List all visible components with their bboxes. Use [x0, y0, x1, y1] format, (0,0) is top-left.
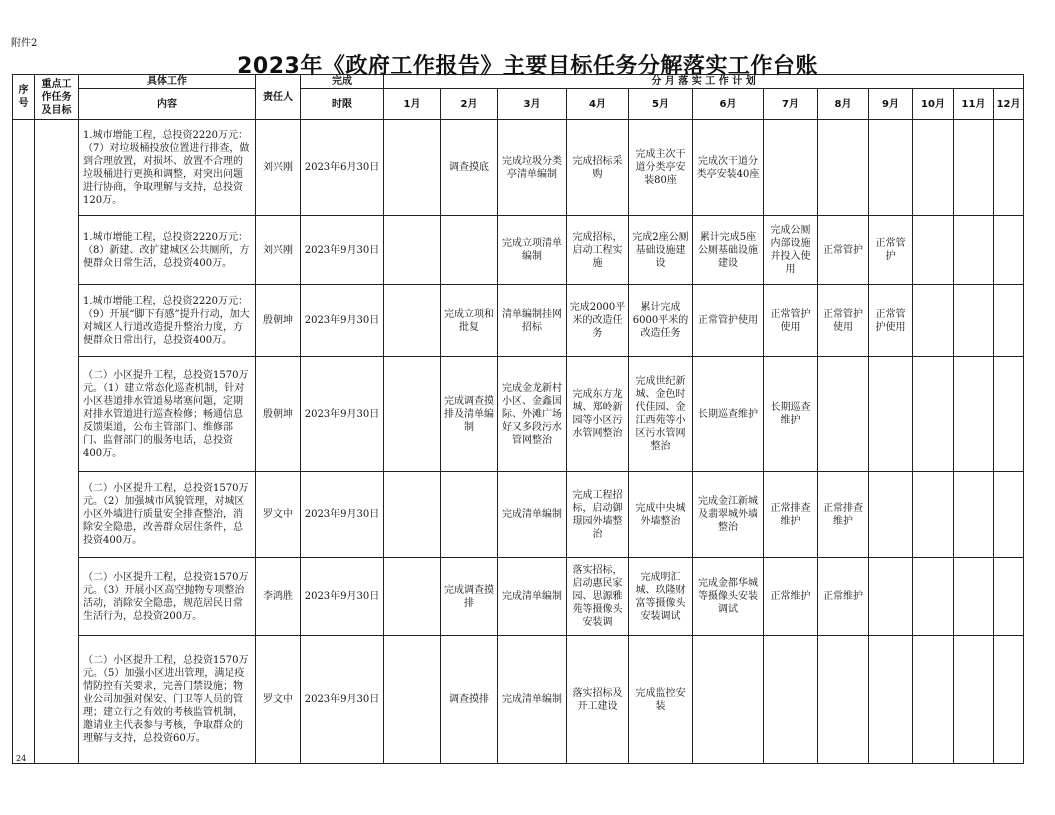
month-cell — [869, 120, 913, 216]
month-cell-text: 完成2座公厕基础设施建设 — [632, 231, 689, 269]
month-cell-text: 正常排查维护 — [770, 502, 811, 527]
month-cell-text: 完成世纪新城、金色时代佳园、金江西苑等小区污水管网整治 — [635, 376, 686, 452]
month-cell — [954, 558, 994, 636]
month-cell-text: 正常排查维护 — [823, 502, 863, 527]
month-cell — [764, 636, 818, 764]
task-ledger-table — [12, 74, 1024, 764]
month-cell-text: 落实招标及开工建设 — [572, 687, 623, 712]
content-cell-text: （二）小区提升工程，总投资1570万元。（1）建立常态化巡查机制，针对小区巷道排水管道易堵塞问题，定期对排水管道进行巡查检修；畅通信息反馈渠道，公布主管部门、维修部门、监督部门的服务电话，总投资400万。 — [83, 369, 249, 459]
month-cell — [384, 120, 441, 216]
month-cell — [441, 636, 498, 764]
owner-cell-text: 刘兴刚 — [263, 244, 293, 256]
month-cell — [384, 285, 441, 357]
month-cell — [693, 636, 764, 764]
month-cell-text: 完成垃圾分类亭清单编制 — [502, 155, 562, 180]
content-cell — [79, 636, 256, 764]
month-cell-text: 长期巡查维护 — [698, 408, 758, 420]
header-month: 9月 — [869, 89, 913, 120]
page-number: 24 — [16, 754, 27, 763]
content-cell-text: （二）小区提升工程，总投资1570万元。（5）加强小区进出管理，满足疫情防控有关要求，完善门禁设施；物业公司加强对保安、门卫等人员的管理；建立行之有效的考核监管机制，邀请业主代表参与考核，争取群众的理解与支持，总投资60万。 — [83, 655, 249, 744]
content-cell — [79, 285, 256, 357]
month-cell — [818, 120, 869, 216]
month-cell — [567, 285, 629, 357]
month-cell — [629, 472, 693, 558]
deadline-cell — [301, 285, 384, 357]
month-cell — [441, 120, 498, 216]
month-cell-text: 完成次干道分类亭安装40座 — [696, 155, 760, 180]
month-cell — [994, 357, 1024, 472]
month-cell — [913, 120, 954, 216]
header-specific-work: 具体工作 — [79, 75, 256, 89]
table-row — [13, 636, 1024, 764]
month-cell — [693, 216, 764, 285]
attachment-label: 附件2 — [11, 38, 38, 49]
month-cell-text: 完成中央城外墙整治 — [635, 502, 686, 527]
month-cell — [869, 636, 913, 764]
deadline-cell — [301, 120, 384, 216]
month-cell — [818, 216, 869, 285]
deadline-cell-text: 2023年9月30日 — [304, 315, 380, 326]
table-row — [13, 558, 1024, 636]
header-month: 5月 — [629, 89, 693, 120]
deadline-cell-text: 2023年9月30日 — [304, 408, 380, 420]
month-cell-text: 完成招标采购 — [572, 155, 623, 180]
month-cell — [913, 472, 954, 558]
month-cell — [629, 285, 693, 357]
owner-cell — [256, 285, 301, 357]
month-cell — [818, 636, 869, 764]
month-cell — [629, 636, 693, 764]
month-cell-text: 累计完成5座公厕基础设施建设 — [698, 231, 758, 269]
month-cell-text: 完成调查摸排 — [444, 584, 494, 609]
month-cell — [954, 216, 994, 285]
month-cell-text: 正常维护 — [770, 591, 811, 602]
header-month: 12月 — [994, 89, 1024, 120]
deadline-cell-text: 2023年9月30日 — [304, 694, 380, 705]
month-cell — [693, 558, 764, 636]
month-cell — [954, 636, 994, 764]
month-cell-text: 正常管护使用 — [823, 308, 863, 333]
table-row — [13, 285, 1024, 357]
document-title: 2023年《政府工作报告》主要目标任务分解落实工作台账 — [237, 54, 818, 79]
owner-cell-text: 殷朝坤 — [263, 315, 293, 326]
month-cell-text: 完成立项清单编制 — [502, 238, 562, 262]
content-cell — [79, 357, 256, 472]
owner-cell — [256, 216, 301, 285]
month-cell-text: 完成清单编制 — [502, 694, 562, 705]
table-row — [13, 216, 1024, 285]
month-cell — [818, 285, 869, 357]
month-cell — [869, 472, 913, 558]
month-cell — [629, 357, 693, 472]
month-cell-text: 正常维护 — [823, 591, 863, 602]
month-cell — [994, 216, 1024, 285]
month-cell — [567, 636, 629, 764]
header-month: 7月 — [764, 89, 818, 120]
month-cell — [764, 472, 818, 558]
month-cell — [441, 357, 498, 472]
month-cell — [869, 216, 913, 285]
header-key-task: 重点工作任务及目标 — [35, 75, 79, 120]
header-monthly-plan: 分 月 落 实 工 作 计 划 — [384, 75, 1024, 89]
owner-cell — [256, 120, 301, 216]
header-content: 内容 — [79, 89, 256, 120]
month-cell-text: 完成明汇城、玖隆财富等摄像头安装调试 — [635, 571, 686, 622]
month-cell — [567, 472, 629, 558]
owner-cell-text: 罗文中 — [263, 509, 293, 520]
month-cell — [764, 285, 818, 357]
month-cell — [994, 636, 1024, 764]
month-cell — [441, 285, 498, 357]
month-cell — [629, 216, 693, 285]
owner-cell-text: 罗文中 — [263, 694, 293, 705]
month-cell — [567, 216, 629, 285]
month-cell — [384, 558, 441, 636]
header-seq: 序号 — [13, 75, 35, 120]
month-cell — [384, 216, 441, 285]
month-cell — [994, 472, 1024, 558]
month-cell-text: 调查摸底 — [449, 162, 489, 173]
month-cell-text: 完成清单编制 — [502, 591, 562, 602]
month-cell — [764, 216, 818, 285]
month-cell — [693, 120, 764, 216]
month-cell — [498, 285, 567, 357]
month-cell — [384, 472, 441, 558]
header-deadline: 时限 — [301, 89, 384, 120]
month-cell — [498, 216, 567, 285]
month-cell — [498, 357, 567, 472]
deadline-cell — [301, 357, 384, 472]
month-cell — [954, 357, 994, 472]
month-cell — [994, 120, 1024, 216]
month-cell-text: 正常管护 — [823, 244, 863, 256]
deadline-cell-text: 2023年6月30日 — [304, 162, 380, 173]
month-cell-text: 完成东方龙城、郑岭新园等小区污水管网整治 — [572, 389, 623, 439]
owner-cell — [256, 636, 301, 764]
content-cell — [79, 472, 256, 558]
month-cell — [629, 558, 693, 636]
header-month: 10月 — [913, 89, 954, 120]
month-cell-text: 完成监控安装 — [635, 687, 686, 712]
month-cell-text: 长期巡查维护 — [770, 402, 811, 426]
month-cell-text: 完成主次干道分类亭安装80座 — [635, 149, 686, 186]
month-cell — [384, 636, 441, 764]
header-month: 8月 — [818, 89, 869, 120]
deadline-cell — [301, 216, 384, 285]
month-cell — [954, 285, 994, 357]
ledger-body — [13, 120, 1024, 764]
deadline-cell-text: 2023年9月30日 — [304, 244, 380, 256]
month-cell — [498, 472, 567, 558]
owner-cell — [256, 357, 301, 472]
month-cell — [913, 285, 954, 357]
month-cell — [869, 285, 913, 357]
month-cell-text: 累计完成6000平米的改造任务 — [632, 302, 689, 339]
header-complete: 完成 — [301, 75, 384, 89]
month-cell — [954, 472, 994, 558]
month-cell — [498, 120, 567, 216]
month-cell — [693, 285, 764, 357]
header-month: 2月 — [441, 89, 498, 120]
owner-cell-text: 李鸿胜 — [263, 591, 293, 602]
month-cell — [913, 357, 954, 472]
month-cell-text: 完成立项和批复 — [444, 308, 494, 333]
owner-cell-text: 殷朝坤 — [263, 408, 293, 420]
month-cell — [441, 216, 498, 285]
deadline-cell-text: 2023年9月30日 — [304, 509, 380, 520]
header-month: 1月 — [384, 89, 441, 120]
content-cell-text: 1.城市增能工程，总投资2220万元：（7）对垃圾桶投放位置进行排查，做到合理放置，对损坏、放置不合理的垃圾桶进行更换和调整，对突出问题进行协商，争取理解与支持，总投资120万。 — [83, 129, 250, 206]
content-cell-text: （二）小区提升工程，总投资1570万元。（3）开展小区高空抛物专项整治活动，消除安全隐患，规范居民日常生活行为，总投资200万。 — [83, 571, 249, 622]
month-cell-text: 正常管护使用 — [698, 315, 758, 326]
month-cell — [567, 558, 629, 636]
month-cell — [498, 558, 567, 636]
month-cell — [693, 357, 764, 472]
header-owner: 责任人 — [256, 75, 301, 120]
deadline-cell — [301, 472, 384, 558]
month-cell-text: 完成工程招标，启动御璟园外墙整治 — [572, 489, 623, 540]
month-cell — [567, 120, 629, 216]
month-cell — [629, 120, 693, 216]
header-month: 4月 — [567, 89, 629, 120]
key-task-cell — [35, 120, 79, 764]
month-cell-text: 完成公厕内部设施并投入使用 — [770, 225, 811, 275]
owner-cell — [256, 558, 301, 636]
header-month: 3月 — [498, 89, 567, 120]
month-cell-text: 完成金龙新村小区、金鑫国际、外滩广场好又多段污水管网整治 — [502, 382, 562, 446]
month-cell-text: 正常管护使用 — [770, 308, 811, 333]
month-cell — [441, 472, 498, 558]
table-row — [13, 120, 1024, 216]
month-cell — [954, 120, 994, 216]
owner-cell-text: 刘兴刚 — [263, 162, 293, 173]
month-cell — [869, 357, 913, 472]
month-cell-text: 完成调查摸排及清单编制 — [444, 395, 494, 433]
content-cell — [79, 120, 256, 216]
month-cell — [818, 472, 869, 558]
month-cell — [913, 636, 954, 764]
month-cell — [869, 558, 913, 636]
table-row — [13, 472, 1024, 558]
table-row — [13, 357, 1024, 472]
month-cell-text: 完成招标，启动工程实施 — [572, 231, 623, 269]
month-cell-text: 调查摸排 — [449, 694, 489, 705]
month-cell-text: 完成金江新城及翡翠城外墙整治 — [698, 496, 758, 533]
month-cell — [764, 357, 818, 472]
month-cell — [913, 558, 954, 636]
month-cell — [994, 558, 1024, 636]
month-cell — [764, 120, 818, 216]
month-cell-text: 完成金都华城等摄像头安装调试 — [698, 578, 758, 615]
month-cell — [913, 216, 954, 285]
month-cell — [818, 357, 869, 472]
content-cell — [79, 216, 256, 285]
owner-cell — [256, 472, 301, 558]
month-cell — [441, 558, 498, 636]
month-cell-text: 落实招标，启动惠民家园、思源雅苑等摄像头安装调 — [572, 565, 623, 628]
month-cell — [384, 357, 441, 472]
deadline-cell — [301, 558, 384, 636]
month-cell — [693, 472, 764, 558]
month-cell-text: 清单编制挂网招标 — [502, 308, 562, 333]
month-cell — [567, 357, 629, 472]
header-month: 6月 — [693, 89, 764, 120]
month-cell-text: 正常管护 — [875, 238, 906, 262]
month-cell — [818, 558, 869, 636]
deadline-cell-text: 2023年9月30日 — [304, 591, 380, 602]
month-cell-text: 正常管护使用 — [875, 308, 906, 333]
seq-cell — [13, 120, 35, 764]
header-month: 11月 — [954, 89, 994, 120]
month-cell — [994, 285, 1024, 357]
month-cell — [498, 636, 567, 764]
month-cell-text: 完成清单编制 — [502, 509, 562, 520]
content-cell — [79, 558, 256, 636]
deadline-cell — [301, 636, 384, 764]
content-cell-text: 1.城市增能工程，总投资2220万元：（9）开展“脚下有感”提升行动，加大对城区人行道改造提升整治力度，方便群众日常出行，总投资400万。 — [83, 295, 250, 346]
month-cell-text: 完成2000平米的改造任务 — [569, 302, 626, 339]
content-cell-text: （二）小区提升工程，总投资1570万元。（2）加强城市风貌管理，对城区小区外墙进行质量安全排查整治，消除安全隐患，改善群众居住条件，总投资400万。 — [83, 483, 249, 546]
content-cell-text: 1.城市增能工程，总投资2220万元：（8）新建、改扩建城区公共厕所，方便群众日常生活，总投资400万。 — [83, 231, 250, 269]
month-cell — [764, 558, 818, 636]
